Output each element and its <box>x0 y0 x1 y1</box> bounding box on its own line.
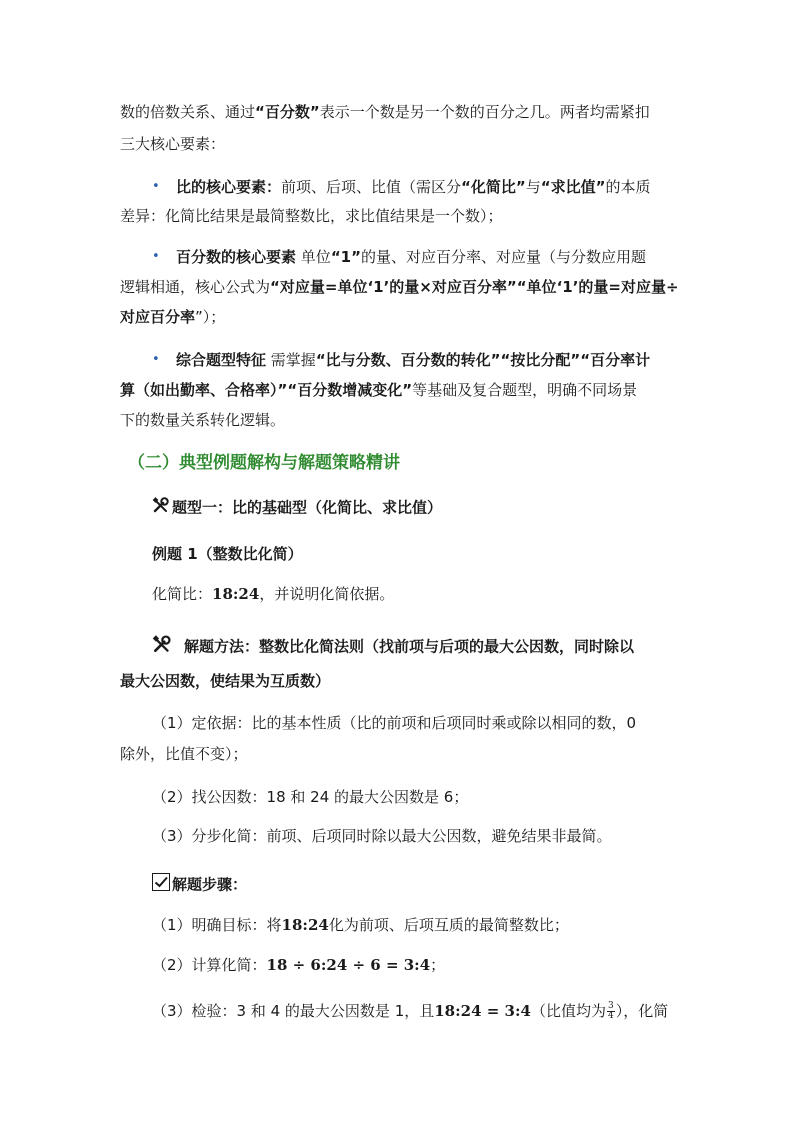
type-1-heading <box>152 496 442 520</box>
fraction-denominator: 4 <box>607 1011 614 1021</box>
step-2 <box>152 954 445 976</box>
bullet-keyword: “1” <box>330 248 361 266</box>
step-text: ），化简 <box>615 1002 669 1020</box>
bullet-2-line-3 <box>120 306 225 328</box>
bullet-3-line-1 <box>176 349 650 371</box>
bullet-title: 综合题型特征 <box>176 351 267 369</box>
bullet-2-line-1 <box>176 246 646 268</box>
question-text: 化简比： <box>152 585 213 603</box>
intro-keyword: “百分数” <box>255 103 320 121</box>
fraction-numerator: 3 <box>607 1001 614 1011</box>
bullet-text: 单位 <box>300 248 331 266</box>
bullet-marker: • <box>152 249 160 264</box>
section-heading: （二）典型例题解构与解题策略精讲 <box>128 453 400 473</box>
step-1 <box>152 914 569 936</box>
method-item-3: （3）分步化简：前项、后项同时除以最大公因数，避免结果非最简。 <box>152 827 612 845</box>
bullet-keyword: “求比值” <box>540 178 606 196</box>
steps-title: 解题步骤： <box>172 875 248 894</box>
bullet-1-line-1 <box>176 176 651 198</box>
bullet-title: 比的核心要素： <box>176 178 282 196</box>
tools-icon <box>152 634 172 660</box>
bullet-text: ”）； <box>195 308 226 326</box>
tools-icon <box>152 496 170 520</box>
bullet-text: 的本质 <box>605 178 651 196</box>
steps-heading <box>152 873 247 897</box>
bullet-3-line-3: 下的数量关系转化逻辑。 <box>120 411 286 429</box>
step-text: （2）计算化简： <box>152 956 267 974</box>
step-text: 化为前项、后项互质的最简整数比； <box>328 916 569 934</box>
bullet-3-line-2 <box>120 379 637 401</box>
check-icon <box>152 873 170 897</box>
math-expression: 18:24 = 3:4 <box>434 1002 531 1020</box>
bullet-text: 需掌握 <box>270 351 316 369</box>
intro-text: 表示一个数是另一个数的百分之几。两者均需紧扣 <box>319 103 650 121</box>
method-item-2: （2）找公因数：18 和 24 的最大公因数是 6； <box>152 788 469 806</box>
bullet-text: 与 <box>525 178 541 196</box>
method-line-2: 最大公因数，使结果为互质数） <box>120 672 331 690</box>
bullet-text: 前项、后项、比值（需区分 <box>281 178 462 196</box>
bullet-keyword: “化简比” <box>461 178 526 196</box>
intro-text: 数的倍数关系、通过 <box>120 103 256 121</box>
math-expression: 18:24 <box>281 916 329 934</box>
bullet-1-line-2: 差异：化简比结果是最简整数比，求比值结果是一个数）； <box>120 207 503 225</box>
math-expression: 18:24 <box>212 585 260 603</box>
bullet-text: 的量、对应百分率、对应量（与分数应用题 <box>360 248 646 266</box>
step-text: ； <box>430 956 446 974</box>
example-1-title: 例题 1（整数比化简） <box>152 545 303 563</box>
math-expression: 18 ÷ 6:24 ÷ 6 = 3:4 <box>266 956 431 974</box>
question-text: ，并说明化简依据。 <box>259 585 395 603</box>
bullet-marker: • <box>152 179 160 194</box>
bullet-marker: • <box>152 352 160 367</box>
bullet-keyword: “比与分数、百分数的转化”“按比分配”“百分率计 <box>315 351 651 369</box>
step-text: （3）检验：3 和 4 的最大公因数是 1，且 <box>152 1002 435 1020</box>
step-text: （1）明确目标：将 <box>152 916 282 934</box>
step-3 <box>152 1000 668 1022</box>
bullet-2-line-2 <box>120 276 679 298</box>
method-item-1-line-2: 除外，比值不变）； <box>120 745 248 763</box>
method-item-1-line-1: （1）定依据：比的基本性质（比的前项和后项同时乘或除以相同的数，0 <box>152 714 637 732</box>
example-1-question <box>152 583 394 605</box>
type-1-title: 题型一：比的基础型（化简比、求比值） <box>172 498 443 517</box>
formula-text: “对应量=单位‘1’的量×对应百分率”“单位‘1’的量=对应量÷ <box>270 278 679 296</box>
method-text: 解题方法：整数比化简法则（找前项与后项的最大公因数，同时除以 <box>184 637 635 656</box>
bullet-text: 逻辑相通，核心公式为 <box>120 278 271 296</box>
intro-line-1 <box>120 101 650 123</box>
bullet-title: 百分数的核心要素 <box>176 248 297 266</box>
formula-text: 对应百分率 <box>120 308 196 326</box>
intro-line-2: 三大核心要素： <box>120 135 226 153</box>
bullet-keyword: 算（如出勤率、合格率）”“百分数增减变化” <box>120 381 413 399</box>
step-text: （比值均为 <box>530 1002 606 1020</box>
bullet-text: 等基础及复合题型，明确不同场景 <box>412 381 638 399</box>
fraction <box>607 1002 615 1021</box>
method-line-1 <box>152 634 634 660</box>
